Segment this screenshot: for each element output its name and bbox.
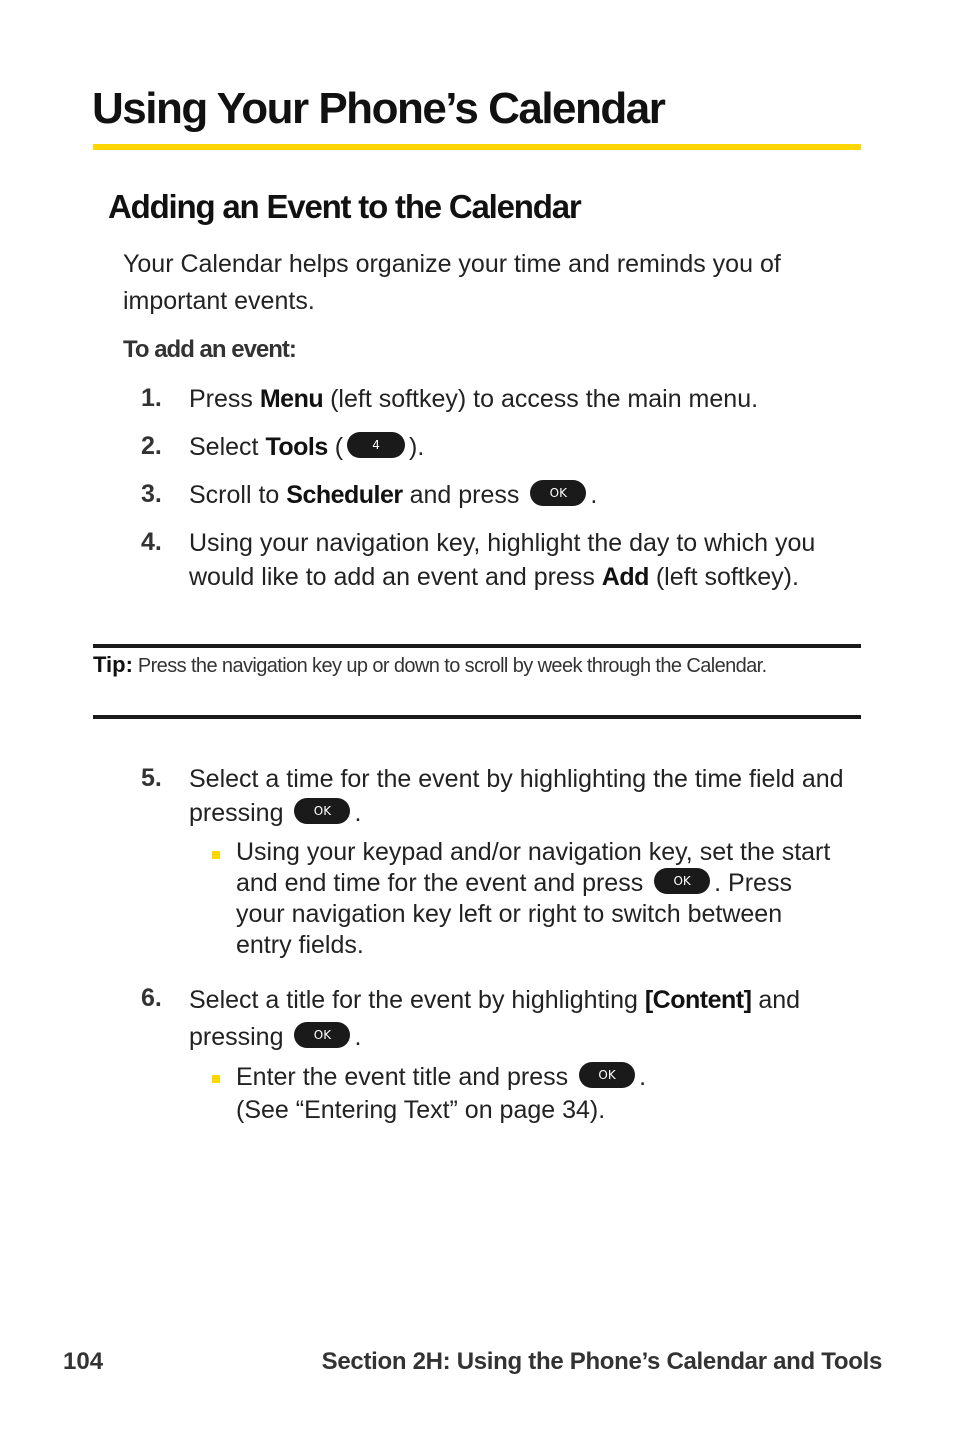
sub-bullet-1: Using your keypad and/or navigation key, set the start and end time for the event and press OK . Press your navigation key left or right to switch between entry fields.: [236, 838, 831, 959]
bullet-square-icon: [212, 851, 220, 859]
ok-key-icon: OK: [294, 798, 350, 824]
ok-key-icon: OK: [530, 480, 586, 506]
page-number: 104: [63, 1348, 104, 1375]
step-2: Select Tools ( 4 ).: [189, 433, 425, 461]
title-underline: [93, 144, 861, 150]
step-5: Select a time for the event by highlighting the time field and pressing OK .: [189, 765, 844, 827]
step-6: Select a title for the event by highlighting [Content] and pressing OK .: [189, 986, 801, 1051]
tip-rule-top: [93, 644, 861, 648]
tip-text: Press the navigation key up or down to scroll by week through the Calendar.: [132, 655, 767, 677]
step-4: Using your navigation key, highlight the day to which you would like to add an event and press Add (left softkey).: [189, 529, 816, 591]
step-number: 1.: [141, 384, 162, 412]
step-1: Press Menu (left softkey) to access the main menu.: [189, 385, 759, 413]
page-title: Using Your Phone’s Calendar: [92, 84, 665, 133]
key-4-icon: 4: [347, 432, 405, 458]
ok-key-icon: OK: [579, 1062, 635, 1088]
tip-rule-bottom: [93, 715, 861, 719]
step-number: 5.: [141, 764, 162, 792]
footer-section-title: Section 2H: Using the Phone’s Calendar and Tools: [321, 1348, 882, 1375]
step-3: Scroll to Scheduler and press OK .: [189, 481, 598, 509]
sub-bullet-2: Enter the event title and press OK . (See “Entering Text” on page 34).: [236, 1063, 647, 1124]
tip-label: Tip:: [93, 652, 133, 677]
tip-box: [93, 650, 853, 681]
bullet-square-icon: [212, 1075, 220, 1083]
ok-key-icon: OK: [294, 1022, 350, 1048]
step-number: 4.: [141, 528, 162, 556]
step-number: 3.: [141, 480, 162, 508]
step-number: 6.: [141, 984, 162, 1012]
procedure-label: To add an event:: [123, 336, 296, 363]
step-number: 2.: [141, 432, 162, 460]
section-heading: Adding an Event to the Calendar: [108, 188, 581, 225]
intro-paragraph: Your Calendar helps organize your time and reminds you of important events.: [123, 250, 781, 315]
ok-key-icon: OK: [654, 868, 710, 894]
